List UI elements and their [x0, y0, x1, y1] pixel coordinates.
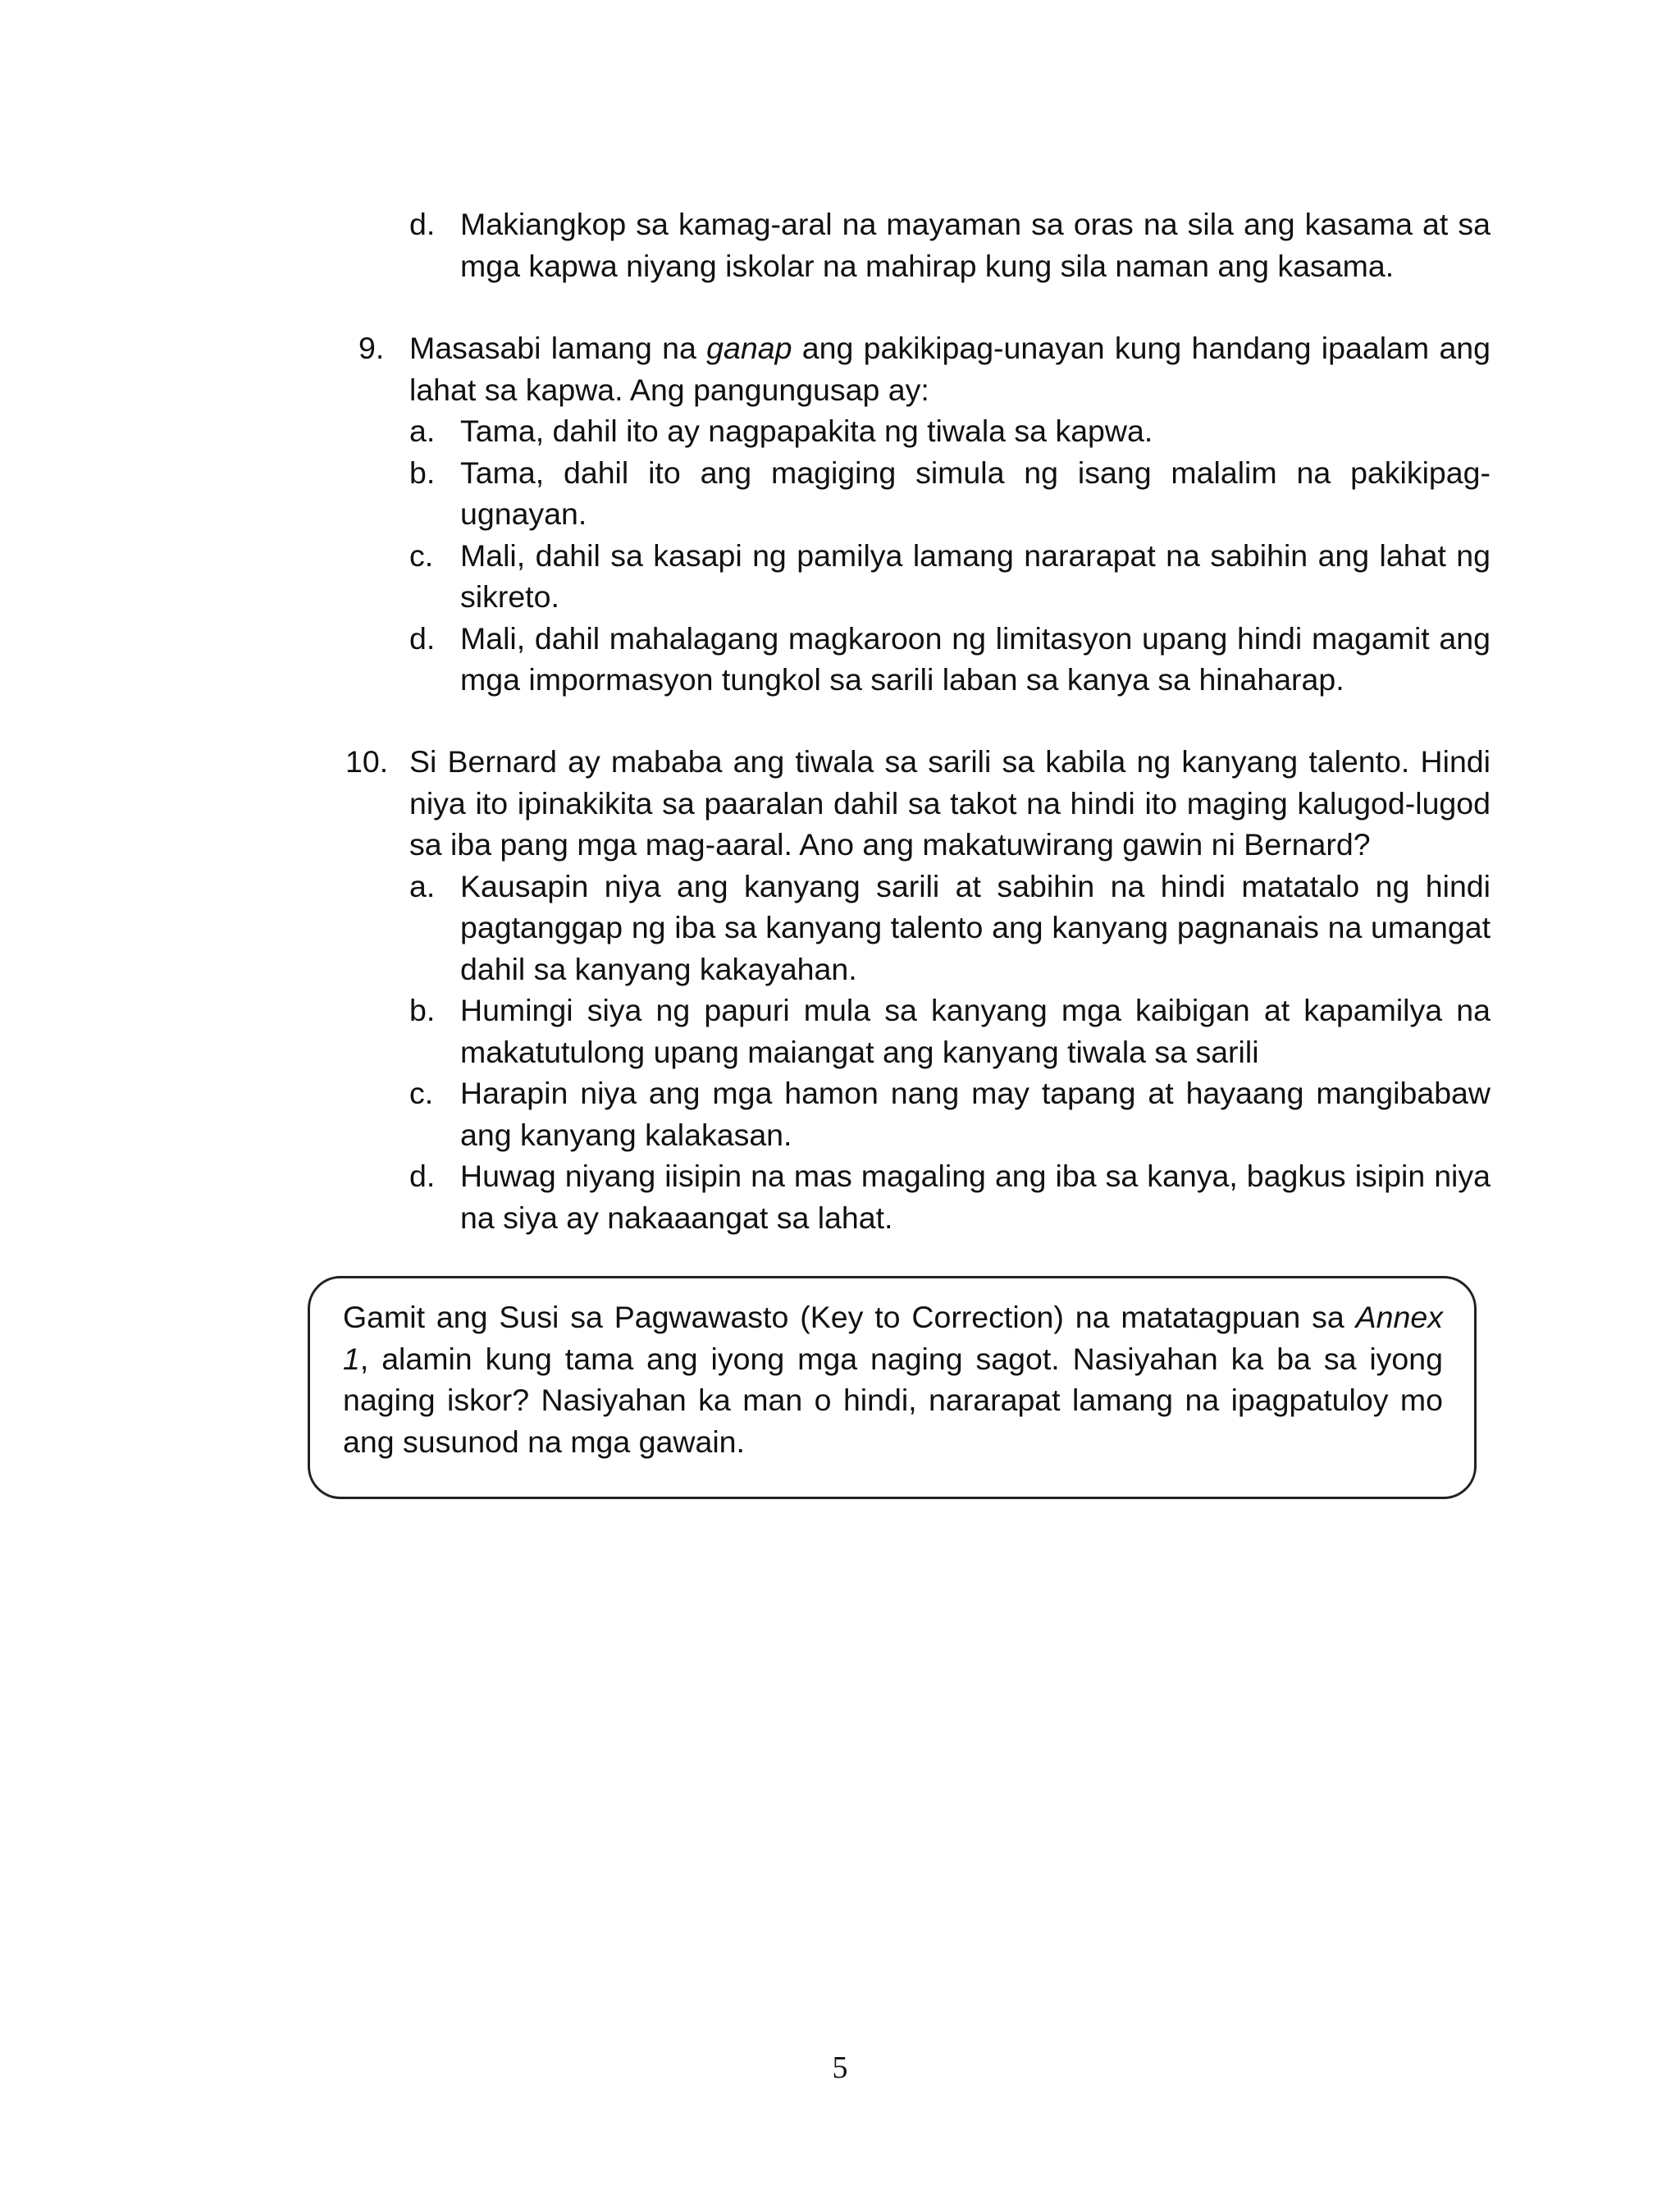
stem-emphasis: ganap: [706, 331, 792, 365]
option-letter: c.: [409, 537, 434, 573]
question-9-option-a: [409, 410, 1491, 452]
option-text: Tama, dahil ito ay nagpapakita ng tiwala sa kapwa.: [460, 414, 1153, 448]
note-text-before: Gamit ang Susi sa Pagwawasto (Key to Correction) na matatagpuan sa: [343, 1300, 1356, 1334]
option-letter: d.: [409, 1159, 436, 1193]
annex-reference: Annex 1: [343, 1300, 1443, 1376]
question-9: [358, 327, 1491, 701]
question-number: 10.: [345, 744, 389, 779]
question-10-option-a: [409, 866, 1491, 990]
question-10: [345, 741, 1491, 1238]
question-10-stem: [345, 741, 1491, 866]
option-text: Huwag niyang iisipin na mas magaling ang iba sa kanya, bagkus isipin niya na siya ay nakaaangat sa lahat.: [460, 1159, 1491, 1235]
option-letter: a.: [409, 414, 436, 448]
option-letter: d.: [409, 620, 436, 656]
option-letter: d.: [409, 207, 436, 241]
question-9-option-b: [409, 452, 1491, 535]
question-10-option-d: [409, 1155, 1491, 1238]
question-9-option-d: [409, 618, 1491, 701]
item-8-option-d: [409, 203, 1491, 286]
question-text: Si Bernard ay mababa ang tiwala sa sarili sa kabila ng kanyang talento. Hindi niya ito ipinakikita sa paaralan dahil sa takot na hindi ito maging kalugod-lugod sa iba pang mga mag-aaral. Ano ang makatuwirang gawin ni Bernard?: [409, 744, 1491, 862]
option-letter: c.: [409, 1076, 434, 1110]
page-number: 5: [832, 2051, 848, 2085]
question-10-option-c: [409, 1072, 1491, 1155]
question-9-stem: [358, 327, 1491, 410]
option-text: Mali, dahil sa kasapi ng pamilya lamang nararapat na sabihin ang lahat ng sikreto.: [460, 537, 1491, 614]
option-letter: b.: [409, 455, 436, 490]
option-text: Tama, dahil ito ang magiging simula ng isang malalim na pakikipag-ugnayan.: [460, 455, 1491, 531]
note-text: [343, 1296, 1443, 1462]
question-10-option-b: [409, 990, 1491, 1072]
question-text: [409, 327, 1491, 410]
option-letter: a.: [409, 868, 436, 903]
option-text: Mali, dahil mahalagang magkaroon ng limitasyon upang hindi magamit ang mga impormasyon tungkol sa sarili laban sa kanya sa hinaharap.: [460, 620, 1491, 697]
question-number: 9.: [358, 331, 385, 365]
option-text: Harapin niya ang mga hamon nang may tapang at hayaang mangibabaw ang kanyang kalakasan.: [460, 1076, 1491, 1152]
option-text: Kausapin niya ang kanyang sarili at sabihin na hindi matatalo ng hindi pagtanggap ng iba sa kanyang talento ang kanyang pagnanais na umangat dahil sa kanyang kakayahan.: [460, 868, 1491, 986]
item-8-option-d-block: [358, 203, 1491, 286]
stem-after: ang pakikipag-unayan kung handang ipaalam ang lahat sa kapwa. Ang pangungusap ay:: [409, 331, 1491, 407]
option-letter: b.: [409, 993, 436, 1027]
note-text-after: , alamin kung tama ang iyong mga naging sagot. Nasiyahan ka ba sa iyong naging iskor? Nasiyahan ka man o hindi, nararapat lamang na ipagpatuloy mo ang susunod na mga gawain.: [343, 1341, 1443, 1459]
option-text: Makiangkop sa kamag-aral na mayaman sa oras na sila ang kasama at sa mga kapwa niyang iskolar na mahirap kung sila naman ang kasama.: [460, 207, 1491, 283]
question-9-option-c: [409, 535, 1491, 618]
key-to-correction-note: [308, 1276, 1477, 1499]
option-text: Humingi siya ng papuri mula sa kanyang mga kaibigan at kapamilya na makatutulong upang maiangat ang kanyang tiwala sa sarili: [460, 993, 1491, 1069]
stem-before: Masasabi lamang na: [409, 331, 707, 365]
